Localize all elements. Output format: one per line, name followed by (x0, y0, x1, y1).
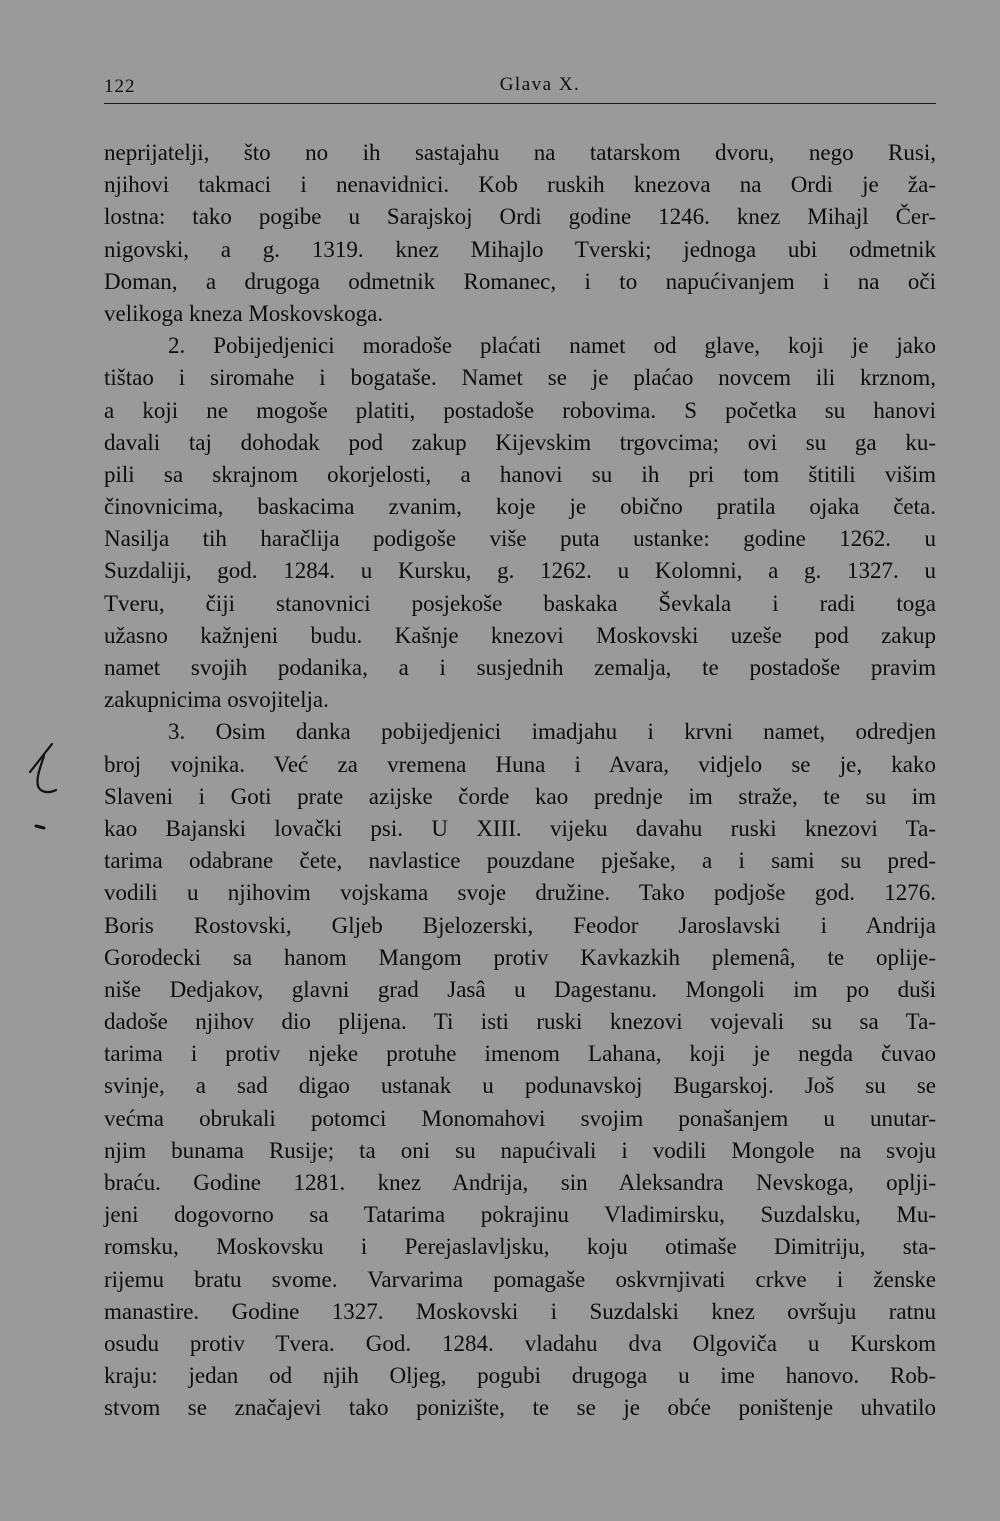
text-line: Gorodecki sa hanom Mangom protiv Kavkazkih plemenâ, te oplije- (104, 944, 936, 970)
body-text (104, 137, 936, 1425)
text-line: užasno kažnjeni budu. Kašnje knezovi Moskovski uzeše pod zakup (104, 622, 936, 648)
text-line: braću. Godine 1281. knez Andrija, sin Aleksandra Nevskoga, oplji- (104, 1170, 936, 1195)
text-line: tarima odabrane čete, navlastice pouzdane pješake, a i sami su pred- (104, 848, 936, 874)
running-head: Glava X. (499, 74, 581, 95)
text-line: neprijatelji, što no ih sastajahu na tatarskom dvoru, nego Rusi, (104, 140, 936, 165)
text-line: Doman, a drugoga odmetnik Romanec, i to napućivanjem i na oči (104, 268, 936, 294)
text-line: nigovski, a g. 1319. knez Mihajlo Tverski; jednoga ubi odmetnik (104, 236, 936, 262)
text-line: dadoše njihov dio plijena. Ti isti ruski knezovi vojevali su sa Ta- (104, 1009, 936, 1035)
text-line: vodili u njihovim vojskama svoje družine. Tako podjoše god. 1276. (104, 880, 936, 906)
text-line: stvom se značajevi tako ponizište, te se je obće poništenje uhvatilo (104, 1395, 936, 1421)
page-header (104, 70, 936, 106)
text-line: velikoga kneza Moskovskoga. (104, 300, 384, 326)
page-number: 122 (104, 76, 136, 97)
header-rule (104, 103, 936, 104)
text-line: rijemu bratu svome. Varvarima pomagaše oskvrnjivati crkve i ženske (104, 1266, 936, 1292)
text-line: osudu protiv Tvera. God. 1284. vladahu dva Olgoviča u Kurskom (104, 1330, 936, 1356)
text-line: 2. Pobijedjenici moradoše plaćati namet od glave, koji je jako (168, 333, 936, 359)
text-line: tarima i protiv njeke protuhe imenom Lahana, koji je negda čuvao (104, 1041, 936, 1067)
text-line: zakupnicima osvojitelja. (104, 687, 329, 713)
text-line: svinje, a sad digao ustanak u podunavskoj Bugarskoj. Još su se (104, 1073, 936, 1099)
text-line: kao Bajanski lovački psi. U XIII. vijeku davahu ruski knezovi Ta- (104, 815, 936, 841)
text-line: a koji ne mogoše platiti, postadoše robovima. S početka su hanovi (104, 397, 936, 423)
text-line: romsku, Moskovsku i Perejaslavljsku, koju otimaše Dimitriju, sta- (104, 1234, 936, 1260)
text-line: kraju: jedan od njih Oljeg, pogubi drugoga u ime hanovo. Rob- (104, 1363, 936, 1389)
text-line: Slaveni i Goti prate azijske čorde kao prednje im straže, te su im (104, 783, 936, 809)
text-line: lostna: tako pogibe u Sarajskoj Ordi godine 1246. knez Mihajl Čer- (104, 204, 936, 230)
text-line: 3. Osim danka pobijedjenici imadjahu i krvni namet, odredjen (168, 719, 936, 745)
text-line: davali taj dohodak pod zakup Kijevskim trgovcima; ovi su ga ku- (104, 429, 936, 455)
text-line: Suzdaliji, god. 1284. u Kursku, g. 1262. u Kolomni, a g. 1327. u (104, 558, 936, 584)
text-line: njim bunama Rusije; ta oni su napućivali i vodili Mongole na svoju (104, 1137, 936, 1163)
text-line: broj vojnika. Već za vremena Huna i Avara, vidjelo se je, kako (104, 751, 936, 777)
handwritten-margin-mark (22, 742, 66, 832)
text-line: manastire. Godine 1327. Moskovski i Suzdalski knez ovršuju ratnu (104, 1298, 936, 1324)
text-line: činovnicima, baskacima zvanim, koje je obično pratila ojaka četa. (104, 494, 936, 520)
text-line: tištao i siromahe i bogataše. Namet se je plaćao novcem ili krznom, (104, 365, 936, 391)
text-line: niše Dedjakov, glavni grad Jasâ u Dagestanu. Mongoli im po duši (104, 976, 936, 1002)
text-line: pili sa skrajnom okorjelosti, a hanovi su ih pri tom štitili višim (104, 461, 936, 487)
text-line: Tveru, čiji stanovnici posjekoše baskaka Ševkala i radi toga (104, 590, 936, 616)
text-line: Nasilja tih haračlija podigoše više puta ustanke: godine 1262. u (104, 526, 936, 552)
text-line: većma obrukali potomci Monomahovi svojim ponašanjem u unutar- (104, 1105, 936, 1131)
text-line: jeni dogovorno sa Tatarima pokrajinu Vladimirsku, Suzdalsku, Mu- (104, 1202, 936, 1228)
text-line: Boris Rostovski, Gljeb Bjelozerski, Feodor Jaroslavski i Andrija (104, 912, 936, 938)
text-line: namet svojih podanika, a i susjednih zemalja, te postadoše pravim (104, 655, 936, 680)
text-line: njihovi takmaci i nenavidnici. Kob ruskih knezova na Ordi je ža- (104, 172, 936, 198)
